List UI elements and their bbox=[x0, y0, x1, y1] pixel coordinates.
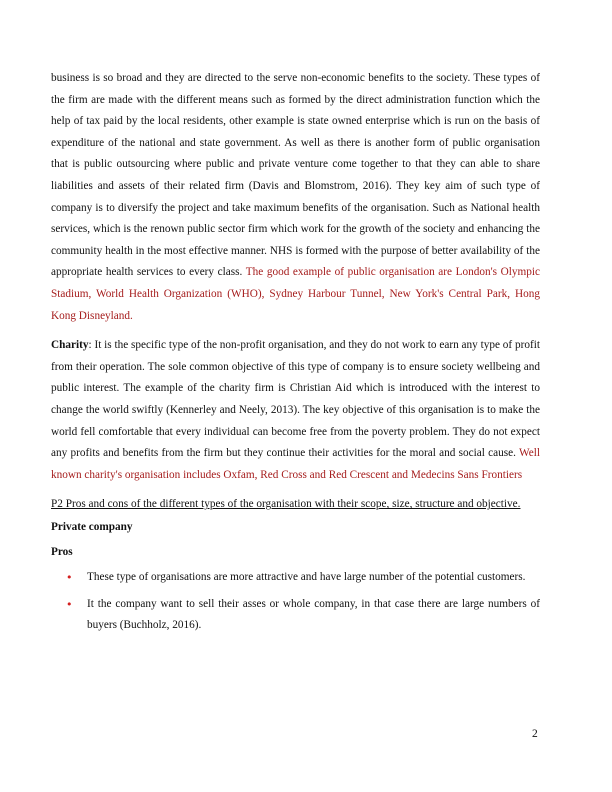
paragraph-text: : It is the specific type of the non-profit organisation, and they do not work to earn any type of profit from their operation. The sole common objective of this type of company is to ensure society wellbeing and public interest. The example of the charity firm is Christian Aid which is introduced with the interest to change the world swiftly (Kennerley and Neely, 2013). The key objective of this organisation is to make the world fell comfortable that every individual can become free from the poverty problem. They do not expect any profits and benefits from the firm but they continue their activities for the moral and social cause. bbox=[51, 339, 540, 460]
list-item-text: It the company want to sell their asses or whole company, in that case there are large numbers of buyers (Buchholz, 2016). bbox=[87, 597, 540, 632]
page-body bbox=[51, 68, 540, 642]
subheading-pros: Pros bbox=[51, 546, 73, 559]
paragraph-text: business is so broad and they are directed to the serve non-economic benefits to the society. These types of the firm are made with the different means such as formed by the direct administration function which the help of tax paid by the local residents, other example is state owned enterprise which is run on the basis of expenditure of the national and state government. As well as there is another form of public organisation that is public outsourcing where public and private venture come together to that they can able to share liabilities and assets of their related firm (Davis and Blomstrom, 2016). They key aim of such type of company is to diversify the project and take maximum benefits of the organisation. Such as National health services, which is the renown public sector firm which work for the growth of the society and enhancing the community health in the most effective manner. NHS is formed with the purpose of better availability of the appropriate health services to every class. bbox=[51, 72, 540, 279]
charity-term: Charity bbox=[51, 339, 89, 352]
list-item bbox=[51, 567, 540, 589]
highlighted-examples: The good example of public organisation are London's Olympic Stadium, World Health Organization (WHO), Sydney Harbour Tunnel, New York's Central Park, Hong Kong Disneyland. bbox=[51, 266, 540, 322]
bullet-icon: • bbox=[66, 571, 73, 585]
highlighted-examples: Well known charity's organisation includes Oxfam, Red Cross and Red Crescent and Medecins Sans Frontiers bbox=[51, 447, 540, 481]
pros-list bbox=[51, 567, 540, 637]
paragraph-public-organisation bbox=[51, 68, 540, 327]
section-heading: P2 Pros and cons of the different types of the organisation with their scope, size, structure and objective. bbox=[51, 498, 521, 511]
paragraph-charity bbox=[51, 335, 540, 486]
page-number: 2 bbox=[532, 728, 538, 740]
list-item-text: These type of organisations are more attractive and have large number of the potential customers. bbox=[87, 571, 526, 584]
bullet-icon: • bbox=[66, 597, 73, 611]
list-item bbox=[51, 594, 540, 637]
subheading-private-company: Private company bbox=[51, 520, 133, 533]
